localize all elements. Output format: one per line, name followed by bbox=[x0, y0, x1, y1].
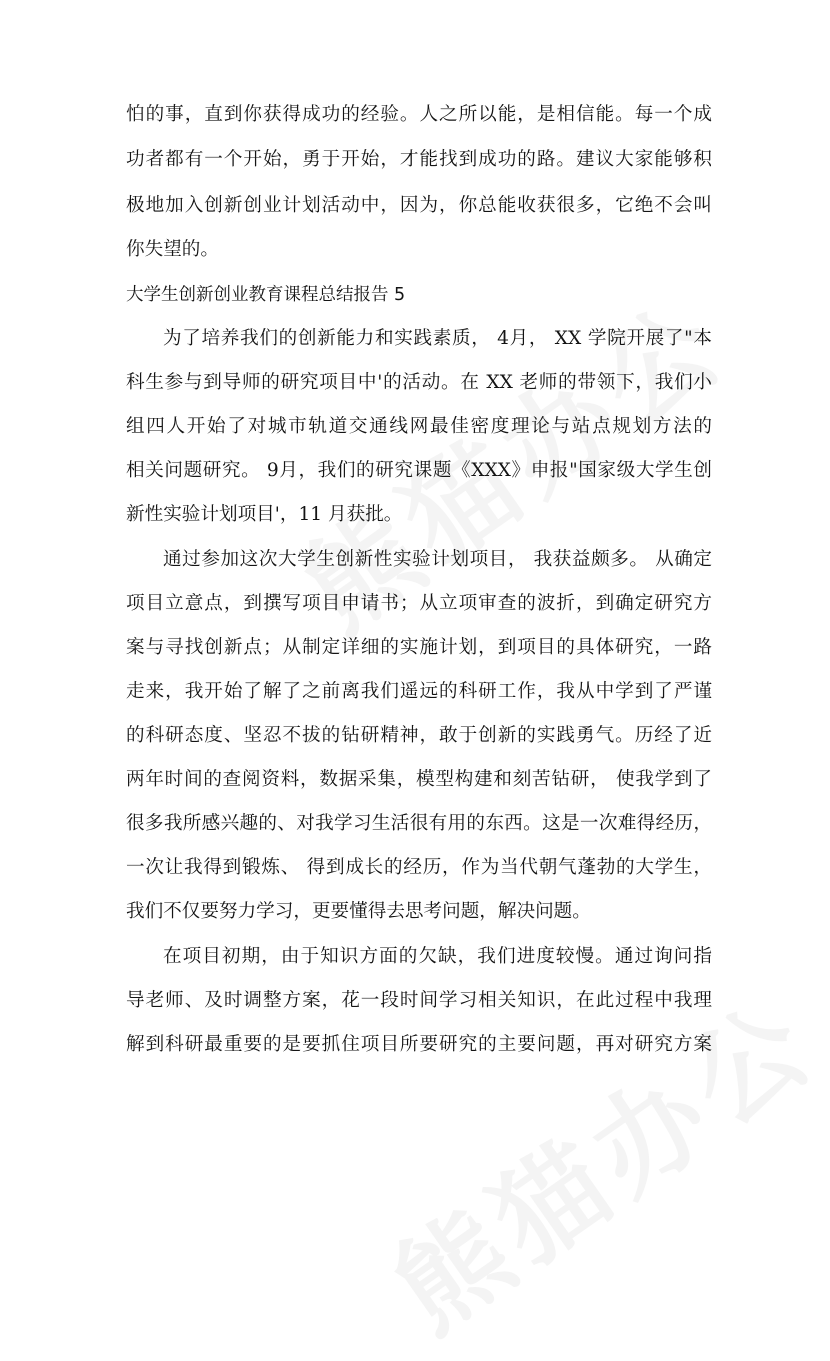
paragraph-line: 新性实验计划项目'，11 月获批。 bbox=[126, 504, 403, 525]
paragraph-line: 功者都有一个开始，勇于开始，才能找到成功的路。建议大家能够积 bbox=[126, 149, 712, 170]
paragraph-line: 一次让我得到锻炼、 得到成长的经历，作为当代朝气蓬勃的大学生， bbox=[126, 857, 712, 878]
paragraph-line: 走来，我开始了解了之前离我们遥远的科研工作，我从中学到了严谨 bbox=[126, 681, 712, 702]
paragraph-line: 的科研态度、坚忍不拔的钻研精神，敢于创新的实践勇气。历经了近 bbox=[126, 725, 712, 746]
section-heading: 大学生创新创业教育课程总结报告 5 bbox=[126, 285, 406, 305]
paragraph-line: 项目立意点，到撰写项目申请书；从立项审查的波折，到确定研究方 bbox=[126, 593, 712, 614]
paragraph-line: 极地加入创新创业计划活动中，因为，你总能收获很多，它绝不会叫 bbox=[126, 195, 712, 216]
paragraph-line: 相关问题研究。 9月，我们的研究课题《XXX》申报"国家级大学生创 bbox=[126, 460, 712, 481]
paragraph-line: 怕的事，直到你获得成功的经验。人之所以能，是相信能。每一个成 bbox=[126, 104, 712, 125]
paragraph-line: 两年时间的查阅资料，数据采集，模型构建和刻苦钻研， 使我学到了 bbox=[126, 769, 712, 790]
paragraph-line: 导老师、及时调整方案，花一段时间学习相关知识，在此过程中我理 bbox=[126, 990, 712, 1011]
paragraph-line: 我们不仅要努力学习，更要懂得去思考问题，解决问题。 bbox=[126, 901, 591, 922]
paragraph-line: 很多我所感兴趣的、对我学习生活很有用的东西。这是一次难得经历， bbox=[126, 813, 712, 834]
paragraph-line: 通过参加这次大学生创新性实验计划项目， 我获益颇多。 从确定 bbox=[163, 549, 712, 570]
paragraph-line: 你失望的。 bbox=[126, 239, 219, 260]
paragraph-line: 解到科研最重要的是要抓住项目所要研究的主要问题，再对研究方案 bbox=[126, 1034, 712, 1055]
paragraph-line: 组四人开始了对城市轨道交通线网最佳密度理论与站点规划方法的 bbox=[126, 416, 712, 437]
paragraph-line: 科生参与到导师的研究项目中'的活动。在 XX 老师的带领下，我们小 bbox=[126, 372, 712, 393]
paragraph-line: 案与寻找创新点；从制定详细的实施计划，到项目的具体研究，一路 bbox=[126, 637, 712, 658]
paragraph-line: 为了培养我们的创新能力和实践素质， 4月， XX 学院开展了"本 bbox=[163, 328, 712, 349]
watermark bbox=[358, 957, 830, 1361]
paragraph-line: 在项目初期，由于知识方面的欠缺，我们进度较慢。通过询问指 bbox=[163, 946, 712, 967]
